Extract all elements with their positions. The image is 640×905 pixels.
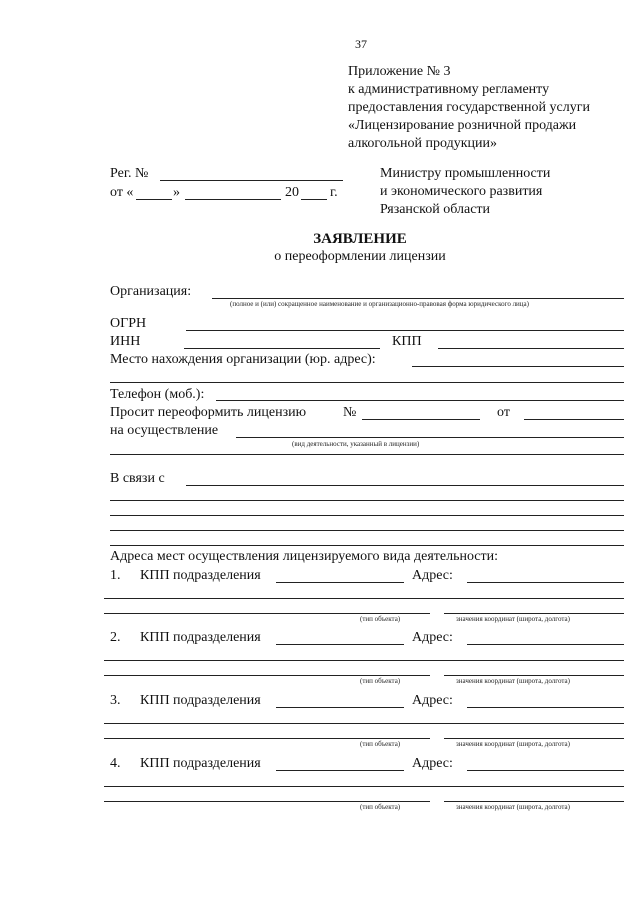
unit-address-field-line-2[interactable] <box>104 598 624 599</box>
unit-coords-hint: значения координат (широта, долгота) <box>456 677 570 685</box>
appendix-line-2: к административному регламенту <box>348 82 550 97</box>
unit-address-label: Адрес: <box>412 630 453 645</box>
unit-object-hint: (тип объекта) <box>360 740 401 748</box>
unit-number: 4. <box>110 756 121 771</box>
address-field[interactable] <box>412 366 624 367</box>
unit-address-label: Адрес: <box>412 756 453 771</box>
unit-number: 2. <box>110 630 121 645</box>
unit-address-field[interactable] <box>467 770 624 771</box>
address-field-line-2[interactable] <box>110 382 624 383</box>
reg-year-field[interactable] <box>301 199 327 200</box>
unit-number: 1. <box>110 568 121 583</box>
unit-number: 3. <box>110 693 121 708</box>
phone-field[interactable] <box>216 400 624 401</box>
unit-object-field[interactable] <box>104 801 430 802</box>
activity-field[interactable] <box>236 437 624 438</box>
unit-coords-field[interactable] <box>444 675 624 676</box>
reg-date-mid: » <box>173 185 180 200</box>
inn-field[interactable] <box>184 348 380 349</box>
organization-hint: (полное и (или) сокращенное наименование и организационно-правовая форма юридического лица) <box>230 300 529 308</box>
unit-kpp-label: КПП подразделения <box>140 568 261 583</box>
activity-label: на осуществление <box>110 423 219 438</box>
unit-address-field-line-2[interactable] <box>104 786 624 787</box>
reg-label: Рег. № <box>110 166 149 181</box>
unit-object-hint: (тип объекта) <box>360 677 401 685</box>
unit-coords-hint: значения координат (широта, долгота) <box>456 740 570 748</box>
organization-label: Организация: <box>110 284 192 299</box>
license-from-label: от <box>497 405 510 420</box>
reason-field-line-5[interactable] <box>110 545 624 546</box>
unit-kpp-field[interactable] <box>276 707 404 708</box>
kpp-field[interactable] <box>438 348 624 349</box>
unit-address-field-line-2[interactable] <box>104 660 624 661</box>
unit-coords-field[interactable] <box>444 613 624 614</box>
reg-month-field[interactable] <box>185 199 281 200</box>
reason-field-line-2[interactable] <box>110 500 624 501</box>
unit-coords-hint: значения координат (широта, долгота) <box>456 615 570 623</box>
unit-address-field[interactable] <box>467 582 624 583</box>
document-title: ЗАЯВЛЕНИЕ <box>313 231 407 247</box>
appendix-line-4: «Лицензирование розничной продажи <box>348 118 577 133</box>
reg-year-label: 20 <box>285 185 299 200</box>
reason-label: В связи с <box>110 471 165 486</box>
unit-address-field[interactable] <box>467 707 624 708</box>
unit-object-field[interactable] <box>104 738 430 739</box>
unit-kpp-field[interactable] <box>276 770 404 771</box>
unit-coords-hint: значения координат (широта, долгота) <box>456 803 570 811</box>
unit-object-hint: (тип объекта) <box>360 615 401 623</box>
unit-address-label: Адрес: <box>412 568 453 583</box>
license-date-field[interactable] <box>524 419 624 420</box>
unit-address-field-line-2[interactable] <box>104 723 624 724</box>
ogrn-label: ОГРН <box>110 316 147 331</box>
reissue-label: Просит переоформить лицензию <box>110 405 307 420</box>
reg-day-field[interactable] <box>136 199 172 200</box>
addressee-line-2: и экономического развития <box>380 184 543 199</box>
reason-field-line-3[interactable] <box>110 515 624 516</box>
unit-kpp-field[interactable] <box>276 644 404 645</box>
appendix-line-1: Приложение № 3 <box>348 64 451 79</box>
license-number-label: № <box>343 405 357 420</box>
reason-field[interactable] <box>186 485 624 486</box>
unit-kpp-label: КПП подразделения <box>140 756 261 771</box>
unit-object-hint: (тип объекта) <box>360 803 401 811</box>
organization-field[interactable] <box>212 298 624 299</box>
addresses-heading: Адреса мест осуществления лицензируемого вида деятельности: <box>110 549 499 564</box>
reg-number-field[interactable] <box>160 180 343 181</box>
unit-coords-field[interactable] <box>444 801 624 802</box>
phone-label: Телефон (моб.): <box>110 387 205 402</box>
document-subtitle: о переоформлении лицензии <box>274 249 446 264</box>
license-number-field[interactable] <box>362 419 480 420</box>
unit-address-label: Адрес: <box>412 693 453 708</box>
page-number: 37 <box>355 37 367 51</box>
ogrn-field[interactable] <box>186 330 624 331</box>
unit-coords-field[interactable] <box>444 738 624 739</box>
activity-field-line-2[interactable] <box>110 454 624 455</box>
unit-object-field[interactable] <box>104 675 430 676</box>
unit-address-field[interactable] <box>467 644 624 645</box>
reason-field-line-4[interactable] <box>110 530 624 531</box>
unit-object-field[interactable] <box>104 613 430 614</box>
appendix-line-3: предоставления государственной услуги <box>348 100 590 115</box>
inn-label: ИНН <box>110 334 141 349</box>
kpp-label: КПП <box>392 334 422 349</box>
unit-kpp-label: КПП подразделения <box>140 630 261 645</box>
reg-date-prefix: от « <box>110 185 134 200</box>
appendix-line-5: алкогольной продукции» <box>348 136 497 151</box>
reg-year-suffix: г. <box>330 185 338 200</box>
addressee-line-3: Рязанской области <box>380 202 491 217</box>
unit-kpp-field[interactable] <box>276 582 404 583</box>
activity-hint: (вид деятельности, указанный в лицензии) <box>292 440 420 448</box>
unit-kpp-label: КПП подразделения <box>140 693 261 708</box>
addressee-line-1: Министру промышленности <box>380 166 551 181</box>
address-label: Место нахождения организации (юр. адрес): <box>110 352 376 367</box>
